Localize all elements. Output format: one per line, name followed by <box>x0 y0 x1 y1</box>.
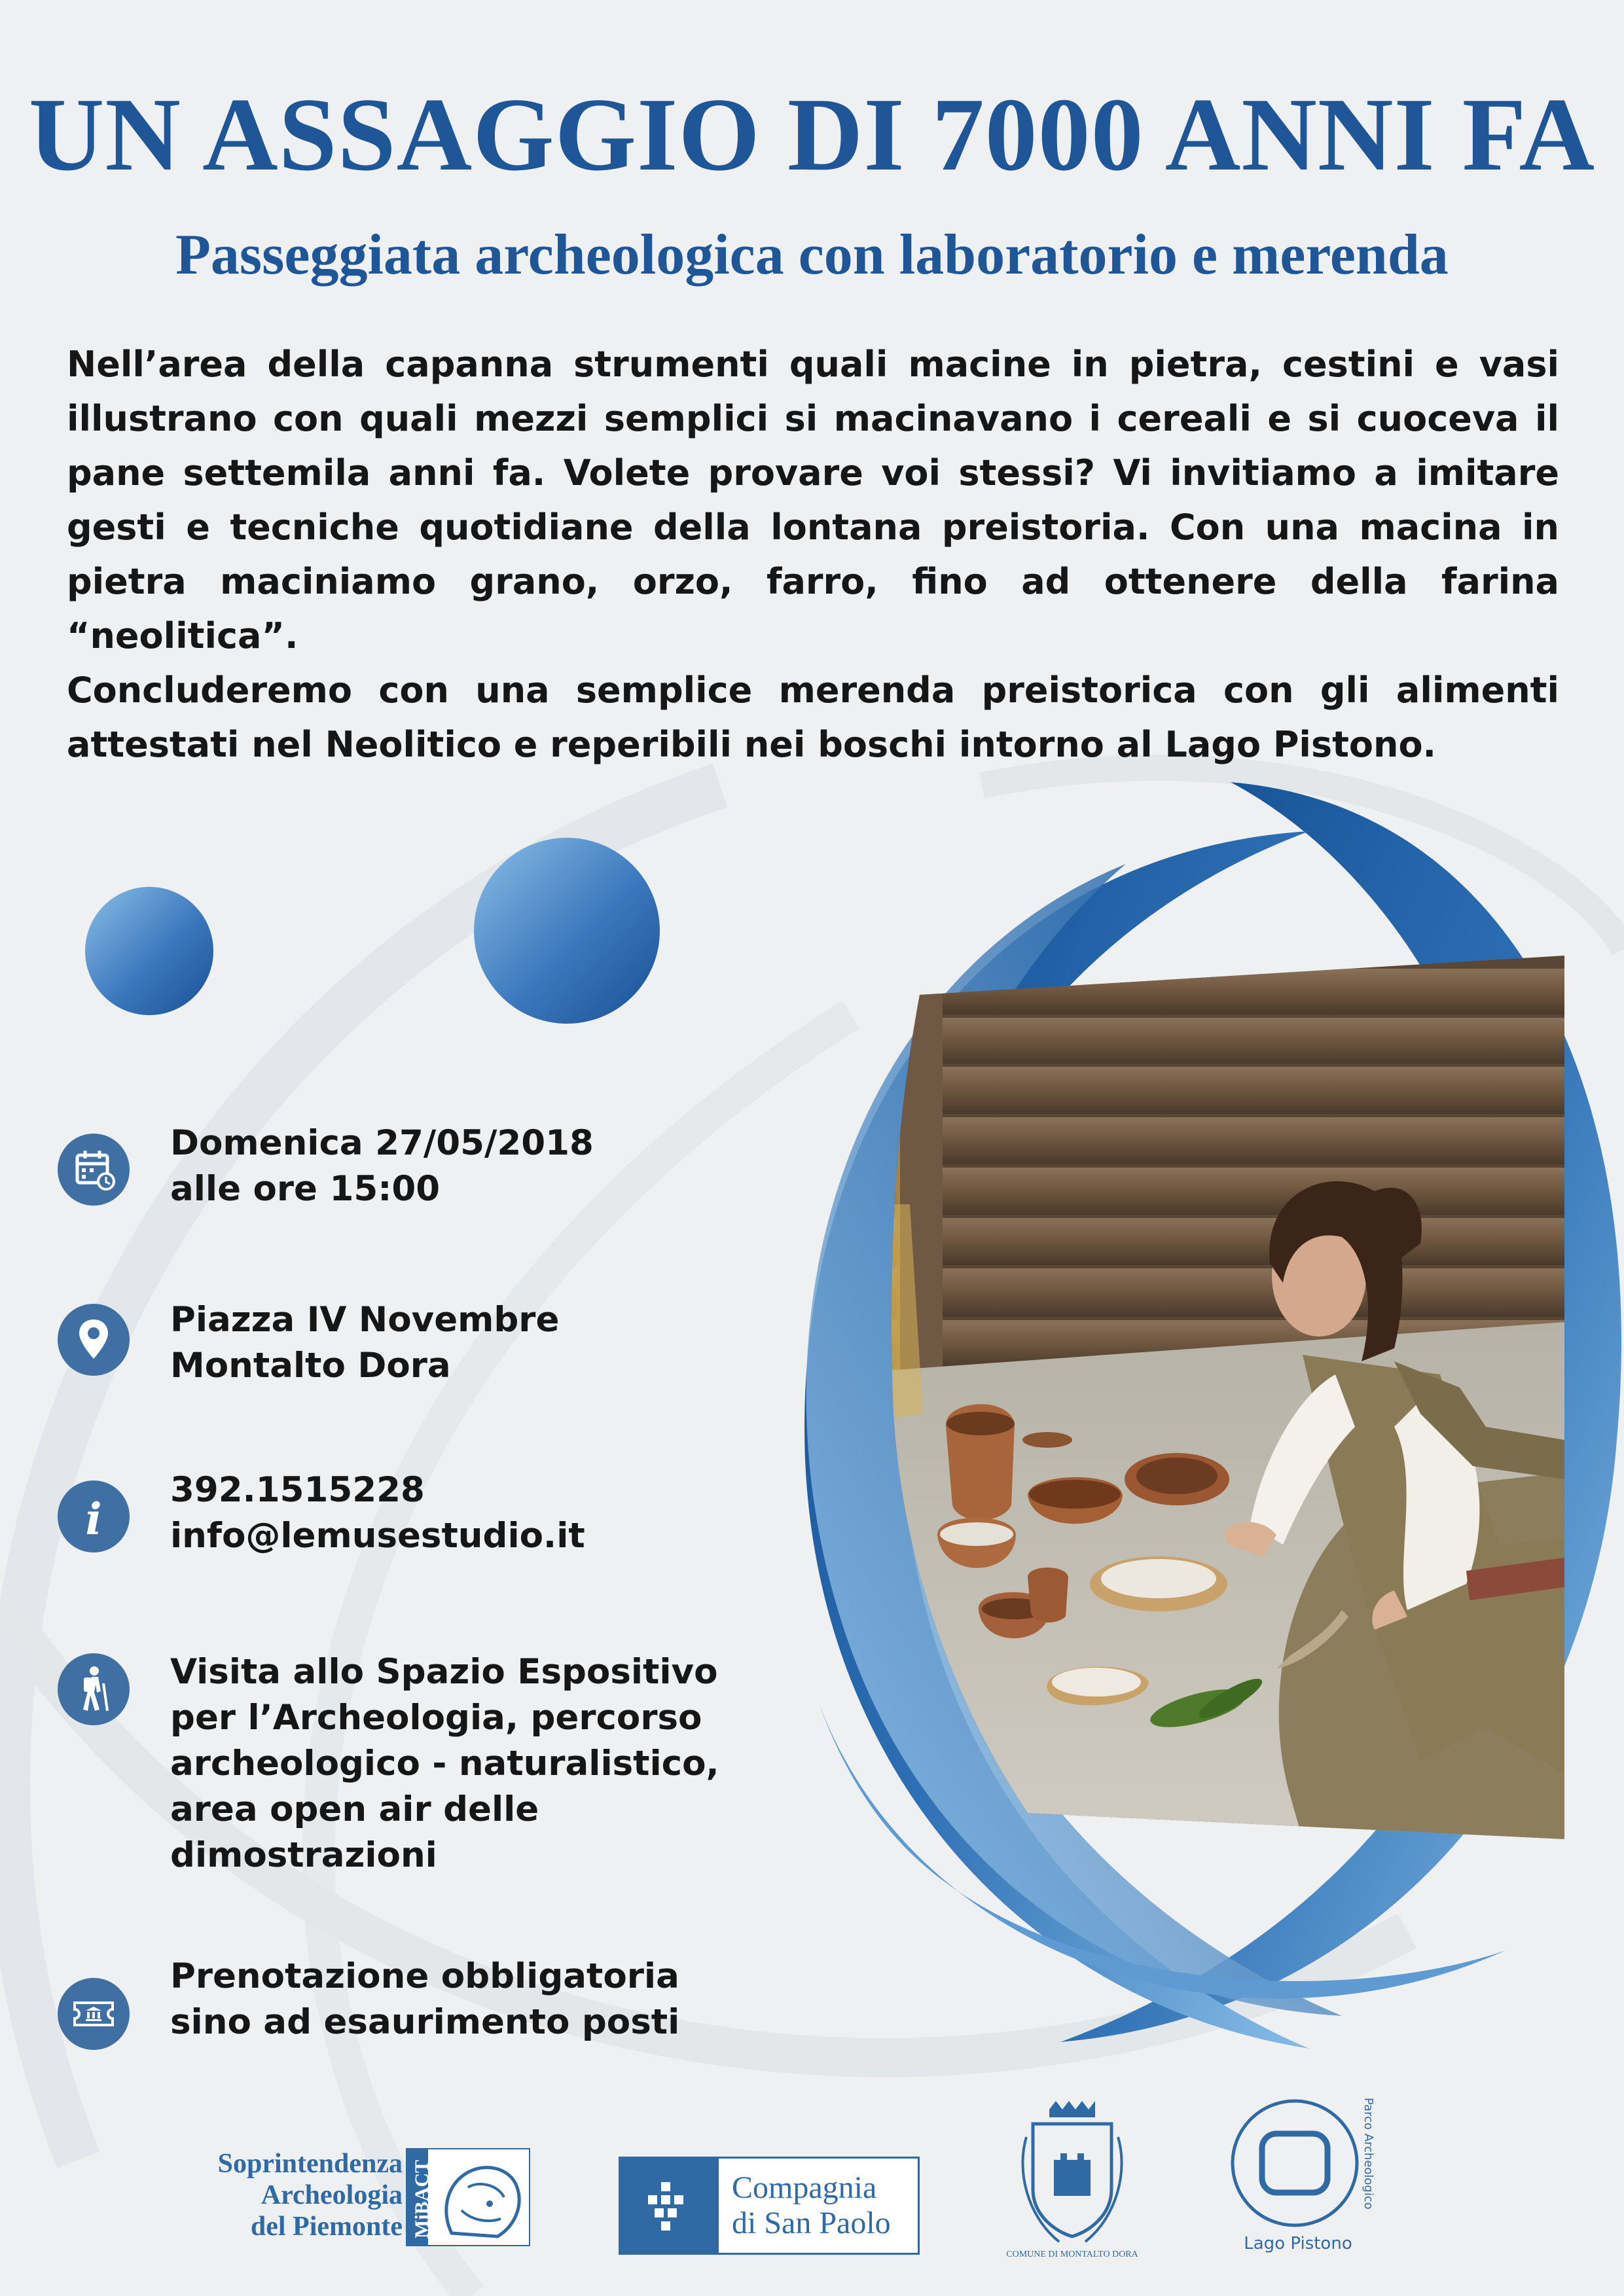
coat-of-arms-icon <box>1013 2098 1131 2248</box>
compagnia-line: Compagnia <box>732 2170 877 2205</box>
lago-pistono-side-label: Parco Archeologico <box>1362 2098 1375 2210</box>
soprintendenza-line: Archeologia <box>261 2180 403 2210</box>
visit-line: archeologico - naturalistico, <box>170 1744 719 1784</box>
soprintendenza-line: Soprintendenza <box>217 2149 403 2179</box>
event-photo <box>831 956 1564 1839</box>
photo-illustration <box>831 956 1564 1839</box>
event-description <box>67 337 1559 772</box>
blue-sphere-small <box>85 887 213 1015</box>
description-paragraph: Nell’area della capanna strumenti quali macine in pietra, cestini e vasi illustrano con quali mezzi semplici si macinavano i cereali e si cuoceva il pane settemila anni fa. Volete provare voi stessi? Vi invitiamo a imitare gesti e tecniche quotidiane della lontana preistoria. Con una macina in pietra maciniamo grano, orzo, farro, fino ad ottenere della farina “neolitica”. <box>67 344 1559 656</box>
comune-caption: COMUNE DI MONTALTO DORA <box>1006 2250 1138 2259</box>
soprintendenza-line: del Piemonte <box>250 2212 403 2242</box>
event-location <box>170 1297 759 1389</box>
booking-availability: sino ad esaurimento posti <box>170 2002 680 2042</box>
logo-soprintendenza <box>183 2148 530 2246</box>
visit-line: area open air delle <box>170 1789 539 1829</box>
lago-pistono-name: Lago Pistono <box>1244 2234 1352 2253</box>
contact-email[interactable]: info@lemusestudio.it <box>170 1516 585 1556</box>
blue-sphere-large <box>474 838 660 1024</box>
location-pin-icon <box>58 1304 130 1376</box>
logo-comune-montalto-dora <box>1006 2098 1138 2274</box>
event-contact <box>170 1467 759 1559</box>
compagnia-line: di San Paolo <box>732 2206 891 2240</box>
booking-required: Prenotazione obbligatoria <box>170 1956 679 1996</box>
event-visit-details <box>170 1649 759 1878</box>
compagnia-grid-icon <box>621 2159 719 2253</box>
event-date-day: Domenica 27/05/2018 <box>170 1123 594 1163</box>
page-title: UN ASSAGGIO DI 7000 ANNI FA <box>28 76 1596 192</box>
visit-line: Visita allo Spazio Espositivo <box>170 1652 718 1692</box>
visit-line: dimostrazioni <box>170 1835 437 1875</box>
page-subtitle: Passeggiata archeologica con laboratorio e merenda <box>175 223 1449 287</box>
description-paragraph: Concluderemo con una semplice merenda preistorica con gli alimenti attestati nel Neolitico e reperibili nei boschi intorno al Lago Pistono. <box>67 670 1559 765</box>
logo-lago-pistono <box>1223 2091 1413 2268</box>
svg-text:i: i <box>85 1494 102 1545</box>
event-time: alle ore 15:00 <box>170 1169 441 1209</box>
location-address: Piazza IV Novembre <box>170 1300 560 1340</box>
ticket-icon <box>58 1978 130 2050</box>
info-icon <box>58 1480 130 1552</box>
booking-info <box>170 1954 759 2045</box>
contact-phone[interactable]: 392.1515228 <box>170 1470 425 1510</box>
mibact-badge: MiBACT <box>411 2160 433 2238</box>
event-date <box>170 1121 759 1212</box>
hiker-icon <box>58 1653 130 1725</box>
location-town: Montalto Dora <box>170 1346 451 1386</box>
calendar-icon <box>58 1134 130 1206</box>
logo-compagnia-san-paolo <box>619 2157 920 2255</box>
visit-line: per l’Archeologia, percorso <box>170 1698 702 1738</box>
